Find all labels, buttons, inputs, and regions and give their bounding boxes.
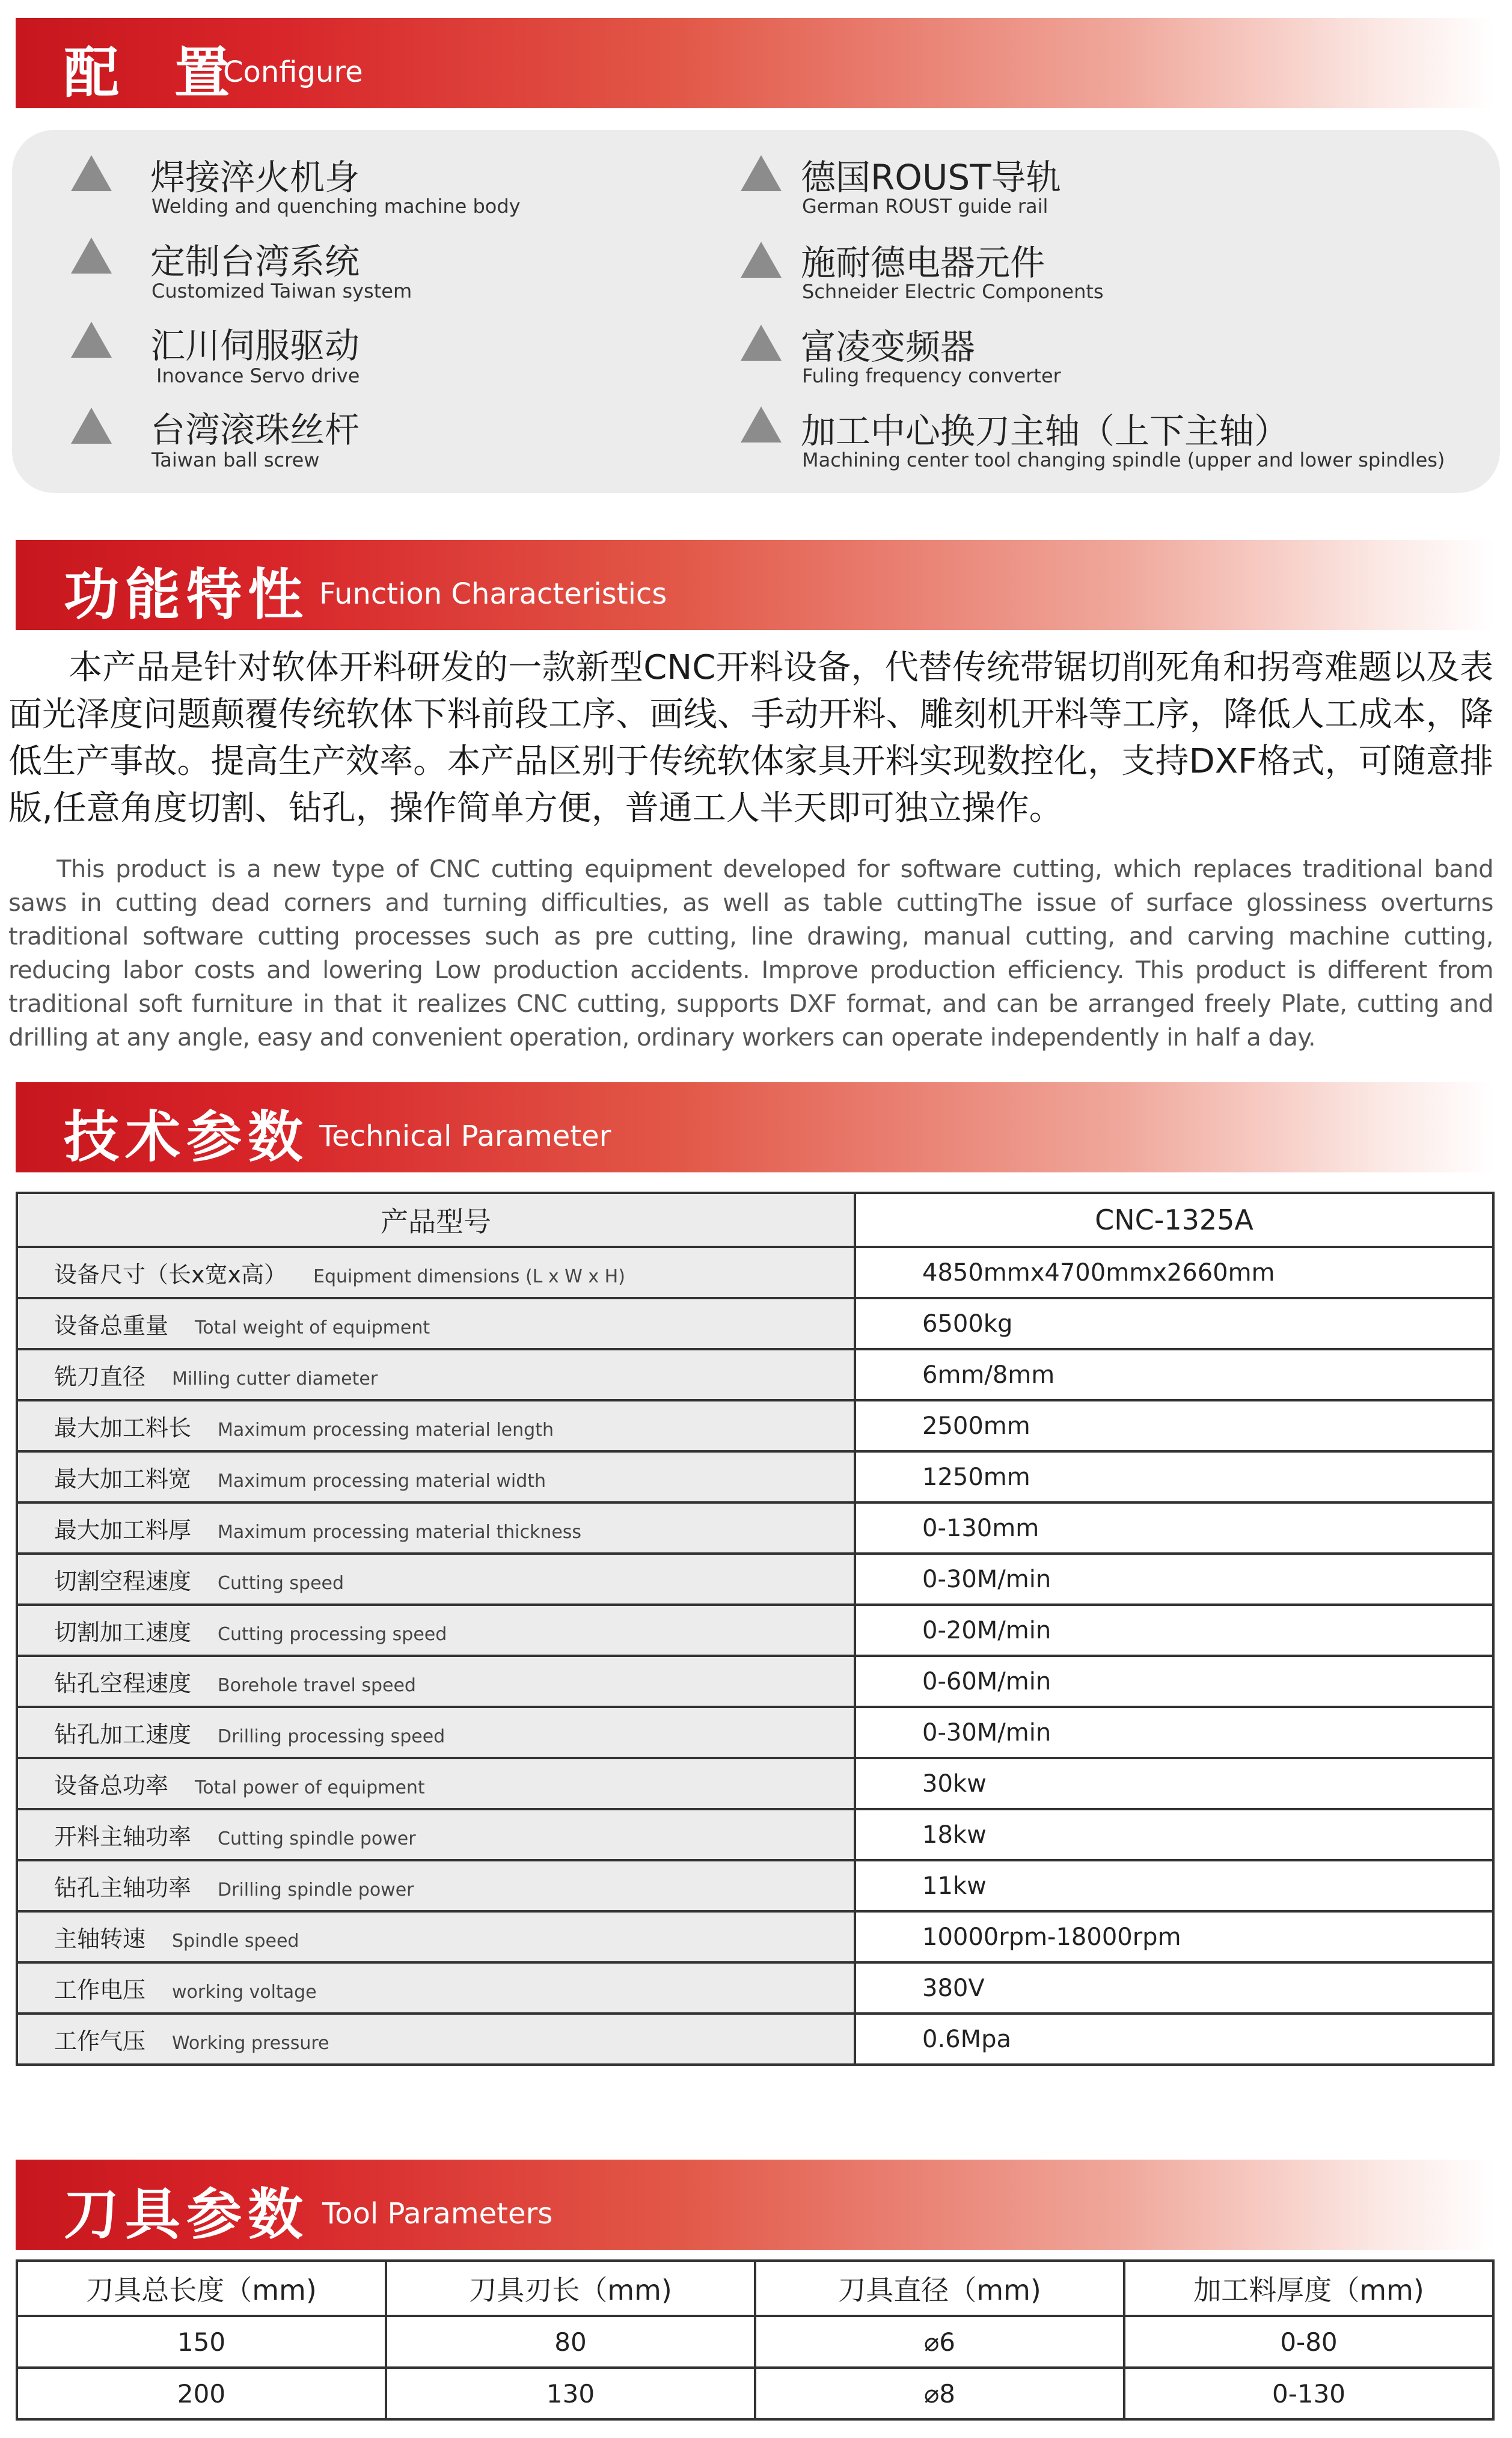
param-name-zh: 切割空程速度 [54, 1568, 192, 1594]
param-name-en: Working pressure [172, 2033, 329, 2054]
table-row [17, 1605, 1493, 1656]
param-value: 6500kg [855, 1298, 1493, 1349]
param-value: 6mm/8mm [855, 1349, 1493, 1400]
param-name-en: Spindle speed [172, 1931, 299, 1952]
config-item-zh: 德国ROUST导轨 [801, 157, 1061, 198]
param-label-cell [17, 1707, 855, 1758]
param-value: 0.6Mpa [855, 2014, 1493, 2065]
config-item-zh: 施耐德电器元件 [801, 242, 1045, 283]
table-row [17, 2368, 1493, 2419]
table-row [17, 1962, 1493, 2014]
configure-banner [16, 18, 1495, 108]
tools-title-en: Tool Parameters [322, 2197, 553, 2231]
table-row [17, 1400, 1493, 1451]
param-label-cell [17, 1400, 855, 1451]
column-header: 刀具总长度（mm) [17, 2261, 386, 2316]
param-name-en: Equipment dimensions (L x W x H) [313, 1266, 625, 1287]
config-item-en: Machining center tool changing spindle (upper and lower spindles) [802, 449, 1445, 471]
param-value: 380V [855, 1962, 1493, 2014]
table-row [17, 1707, 1493, 1758]
config-item-zh: 焊接淬火机身 [150, 157, 360, 198]
param-value: 0-130mm [855, 1502, 1493, 1554]
config-item-zh: 台湾滚珠丝杆 [150, 409, 360, 450]
tools-banner [16, 2160, 1495, 2250]
tool-parameter-table [16, 2259, 1495, 2421]
configure-title-zh: 配 置 [64, 41, 248, 105]
column-header: 刀具刃长（mm) [386, 2261, 755, 2316]
param-label-cell [17, 1758, 855, 1809]
table-row [17, 1298, 1493, 1349]
param-name-zh: 设备总重量 [54, 1312, 169, 1339]
param-name-en: Maximum processing material thickness [218, 1522, 582, 1543]
config-item-zh: 富凌变频器 [801, 326, 976, 367]
triangle-bullet-icon [71, 408, 112, 444]
param-label-cell [17, 1502, 855, 1554]
param-label-cell [17, 2014, 855, 2065]
table-cell: 130 [386, 2368, 755, 2419]
param-name-zh: 铣刀直径 [54, 1364, 146, 1390]
param-name-en: Cutting processing speed [218, 1624, 447, 1645]
param-name-en: Cutting speed [218, 1573, 344, 1594]
param-name-en: Cutting spindle power [218, 1828, 416, 1849]
table-cell: 0-80 [1124, 2316, 1493, 2368]
param-name-en: working voltage [172, 1982, 317, 2003]
table-row [17, 1451, 1493, 1502]
param-label-cell [17, 1605, 855, 1656]
description-zh: 本产品是针对软体开料研发的一款新型CNC开料设备，代替传统带锯切削死角和拐弯难题以及表面光泽度问题颠覆传统软体下料前段工序、画线、手动开料、雕刻机开料等工序，降低人工成本，降低生产事故。提高生产效率。本产品区别于传统软体家具开料实现数控化，支持DXF格式，可随意排版,任意角度切割、钻孔，操作简单方便，普通工人半天即可独立操作。 [8, 648, 1493, 828]
param-label-cell [17, 1911, 855, 1962]
param-name-en: Maximum processing material length [218, 1420, 554, 1441]
param-value: 0-30M/min [855, 1554, 1493, 1605]
config-item-zh: 定制台湾系统 [150, 241, 360, 282]
model-label: 产品型号 [17, 1193, 855, 1247]
table-row [17, 2014, 1493, 2065]
table-row [17, 1656, 1493, 1707]
triangle-bullet-icon [741, 406, 782, 443]
param-name-zh: 切割加工速度 [54, 1619, 192, 1646]
param-name-zh: 设备尺寸（长x宽x高） [54, 1261, 287, 1288]
param-label-cell [17, 1554, 855, 1605]
triangle-bullet-icon [71, 155, 112, 191]
config-item-zh: 汇川伺服驱动 [150, 325, 360, 366]
param-name-zh: 最大加工料宽 [54, 1466, 192, 1492]
table-row [17, 1809, 1493, 1860]
function-title-en: Function Characteristics [319, 577, 667, 611]
param-value: 0-30M/min [855, 1707, 1493, 1758]
param-name-zh: 钻孔空程速度 [54, 1670, 192, 1697]
config-item-en: Inovance Servo drive [156, 364, 360, 387]
table-cell: ⌀6 [755, 2316, 1124, 2368]
param-label-cell [17, 1860, 855, 1911]
technical-title-zh: 技术参数 [64, 1105, 310, 1169]
model-value: CNC-1325A [855, 1193, 1493, 1247]
param-label-cell [17, 1809, 855, 1860]
table-row [17, 1502, 1493, 1554]
config-item-en: Fuling frequency converter [802, 364, 1061, 387]
param-name-en: Maximum processing material width [218, 1471, 546, 1492]
column-header: 加工料厚度（mm) [1124, 2261, 1493, 2316]
param-name-zh: 钻孔加工速度 [54, 1721, 192, 1748]
param-value: 18kw [855, 1809, 1493, 1860]
table-row [17, 1758, 1493, 1809]
config-item-en: Schneider Electric Components [802, 280, 1104, 303]
config-item-zh: 加工中心换刀主轴（上下主轴） [801, 411, 1290, 452]
table-cell: 0-130 [1124, 2368, 1493, 2419]
param-value: 30kw [855, 1758, 1493, 1809]
column-header: 刀具直径（mm) [755, 2261, 1124, 2316]
tools-title-zh: 刀具参数 [64, 2182, 310, 2247]
table-row [17, 2316, 1493, 2368]
param-name-en: Borehole travel speed [218, 1675, 416, 1696]
table-cell: 80 [386, 2316, 755, 2368]
technical-title-en: Technical Parameter [319, 1119, 611, 1153]
table-header-row [17, 2261, 1493, 2316]
param-name-zh: 开料主轴功率 [54, 1824, 192, 1850]
param-value: 4850mmx4700mmx2660mm [855, 1247, 1493, 1298]
param-name-zh: 工作电压 [54, 1977, 146, 2003]
param-label-cell [17, 1656, 855, 1707]
triangle-bullet-icon [71, 322, 112, 358]
param-value: 11kw [855, 1860, 1493, 1911]
technical-parameter-table [16, 1192, 1495, 2066]
param-name-zh: 钻孔主轴功率 [54, 1875, 192, 1901]
param-value: 0-20M/min [855, 1605, 1493, 1656]
table-cell: 150 [17, 2316, 386, 2368]
table-row [17, 1860, 1493, 1911]
function-title-zh: 功能特性 [64, 563, 310, 627]
config-item-en: German ROUST guide rail [802, 195, 1048, 218]
table-row [17, 1247, 1493, 1298]
param-name-en: Total weight of equipment [195, 1317, 430, 1338]
table-row [17, 1554, 1493, 1605]
config-item-en: Taiwan ball screw [152, 449, 320, 471]
param-name-en: Total power of equipment [195, 1777, 425, 1798]
table-cell: 200 [17, 2368, 386, 2419]
param-label-cell [17, 1962, 855, 2014]
config-item-en: Customized Taiwan system [152, 280, 412, 302]
param-label-cell [17, 1349, 855, 1400]
param-value: 2500mm [855, 1400, 1493, 1451]
param-value: 10000rpm-18000rpm [855, 1911, 1493, 1962]
triangle-bullet-icon [741, 325, 782, 361]
table-cell: ⌀8 [755, 2368, 1124, 2419]
param-label-cell [17, 1451, 855, 1502]
technical-banner [16, 1082, 1495, 1172]
table-row [17, 1911, 1493, 1962]
table-row [17, 1349, 1493, 1400]
description-en: This product is a new type of CNC cutting equipment developed for software cutting, which replaces traditional band saws in cutting dead corners and turning difficulties, as well as table cuttingThe issue of surface glossiness overturns traditional software cutting processes such as pre cutting, line drawing, manual cutting, and carving machine cutting, reducing labor costs and lowering Low production accidents. Improve production efficiency. This product is different from traditional soft furniture in that it realizes CNC cutting, supports DXF format, and can be arranged freely Plate, cutting and drilling at any angle, easy and convenient operation, ordinary workers can operate independently in half a day. [8, 856, 1493, 1052]
param-name-zh: 设备总功率 [54, 1772, 169, 1799]
triangle-bullet-icon [741, 242, 782, 278]
param-label-cell [17, 1247, 855, 1298]
param-name-zh: 工作气压 [54, 2028, 146, 2054]
config-item-en: Welding and quenching machine body [152, 195, 521, 218]
table-header-row [17, 1193, 1493, 1247]
param-value: 0-60M/min [855, 1656, 1493, 1707]
param-name-zh: 主轴转速 [54, 1926, 146, 1952]
configure-title-en: Configure [223, 55, 363, 89]
param-name-en: Drilling processing speed [218, 1726, 445, 1747]
param-name-zh: 最大加工料长 [54, 1415, 192, 1441]
param-value: 1250mm [855, 1451, 1493, 1502]
param-name-en: Milling cutter diameter [172, 1368, 378, 1389]
triangle-bullet-icon [741, 155, 782, 191]
function-banner [16, 540, 1495, 630]
triangle-bullet-icon [71, 237, 112, 274]
param-name-en: Drilling spindle power [218, 1879, 414, 1900]
param-label-cell [17, 1298, 855, 1349]
param-name-zh: 最大加工料厚 [54, 1517, 192, 1543]
